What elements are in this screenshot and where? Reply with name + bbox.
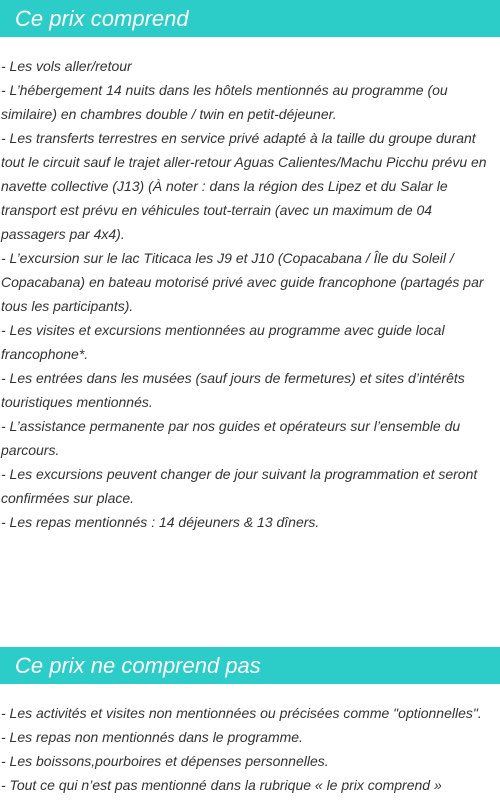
list-item: - Tout ce qui n’est pas mentionné dans la rubrique « le prix comprend » — [1, 777, 442, 793]
list-item: - Les repas mentionnés : 14 déjeuners & 13 dîners. — [1, 514, 320, 530]
list-item: - L’excursion sur le lac Titicaca les J9 et J10 (Copacabana / Île du Soleil / Copacabana) en bateau motorisé privé avec guide francophone (partagés par tous les participants). — [1, 250, 484, 314]
list-item: - Les entrées dans les musées (sauf jours de fermetures) et sites d’intérêts touristiques mentionnés. — [1, 370, 465, 410]
list-item: - Les excursions peuvent changer de jour suivant la programmation et seront confirmées sur place. — [1, 466, 478, 506]
list-item: - Les visites et excursions mentionnées au programme avec guide local francophone*. — [1, 322, 445, 362]
list-item: - Les boissons,pourboires et dépenses personnelles. — [1, 753, 329, 769]
list-item: - Les repas non mentionnés dans le programme. — [1, 729, 303, 745]
list-item: - L’hébergement 14 nuits dans les hôtels mentionnés au programme (ou similaire) en chambres double / twin en petit-déjeuner. — [1, 82, 448, 122]
included-items-list — [1, 54, 496, 534]
list-item: - Les vols aller/retour — [1, 58, 132, 74]
excluded-section-title: Ce prix ne comprend pas — [0, 647, 500, 684]
excluded-items-list — [1, 701, 496, 797]
included-section-title: Ce prix comprend — [0, 0, 500, 37]
list-item: - L’assistance permanente par nos guides et opérateurs sur l’ensemble du parcours. — [1, 418, 461, 458]
list-item: - Les activités et visites non mentionnées ou précisées comme "optionnelles". — [1, 705, 482, 721]
list-item: - Les transferts terrestres en service privé adapté à la taille du groupe durant tout le circuit sauf le trajet aller-retour Aguas Calientes/Machu Picchu prévu en navette collective (J13) (À noter : dans la région des Lipez et du Salar le transport est prévu en véhicules tout-terrain (avec un maximum de 04 passagers par 4x4). — [1, 130, 487, 242]
